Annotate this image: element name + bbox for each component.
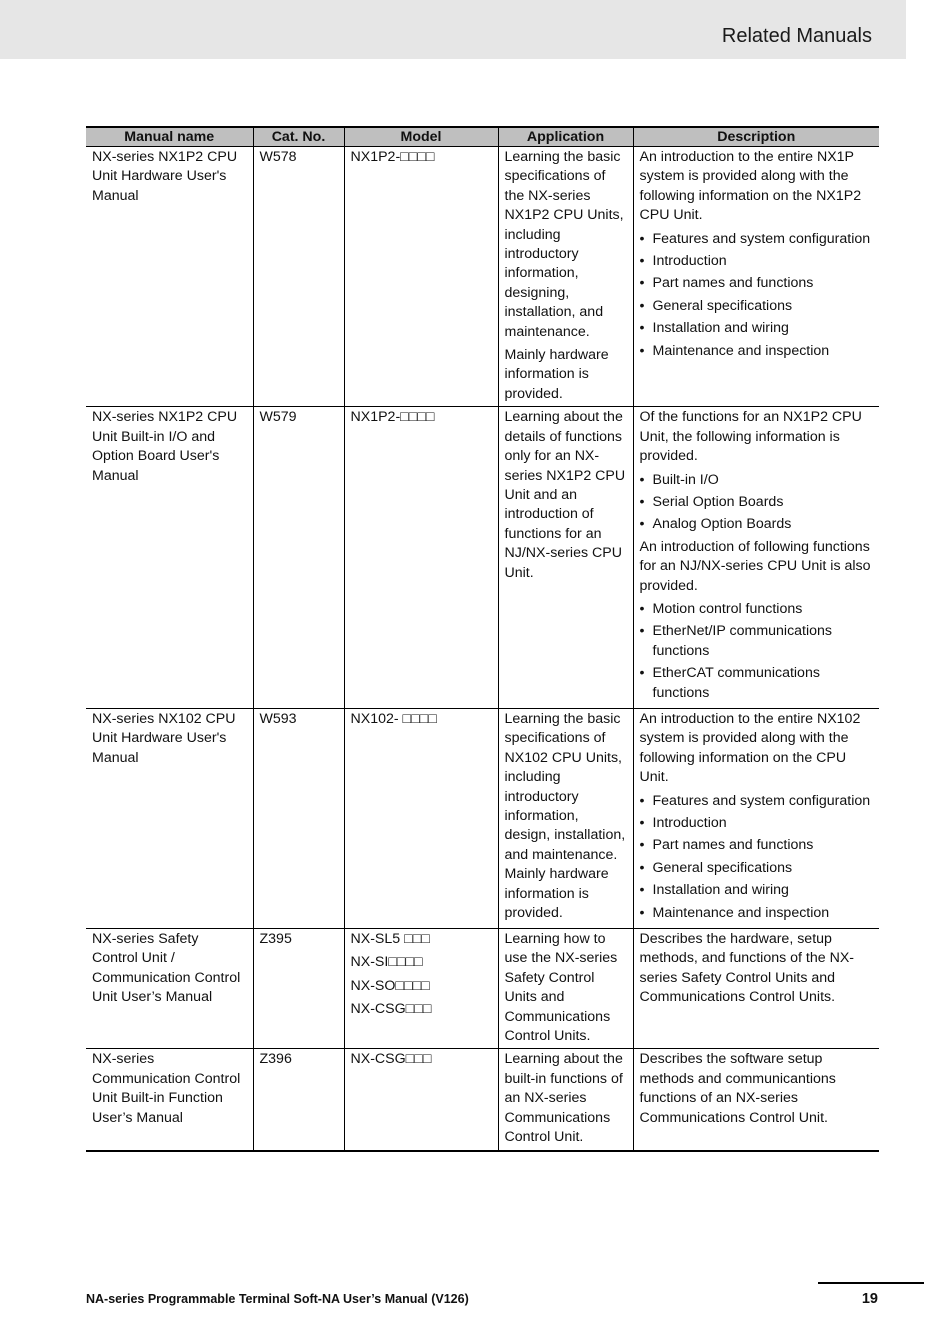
description-bullet: • Part names and functions [640, 836, 875, 855]
application-cell [498, 929, 633, 1049]
description-bullet: • Motion control functions [640, 600, 875, 619]
table-row [86, 708, 879, 928]
description-text: Describes the software setup methods and communicantions functions of an NX-series Communications Control Unit. [639, 1051, 836, 1126]
description-bullet: • Features and system configuration [640, 792, 875, 811]
table-row [86, 929, 879, 1049]
description-cell [633, 708, 879, 928]
cat-no-cell [253, 147, 344, 407]
description-bullet-list [640, 600, 875, 703]
column-header-manual-name: Manual name [86, 127, 253, 147]
application-cell [498, 147, 633, 407]
related-manuals-table [86, 126, 879, 1152]
manual-name-cell [86, 708, 253, 928]
cat-no: W593 [259, 710, 297, 727]
table-body [86, 147, 879, 1151]
cat-no-cell [253, 407, 344, 709]
description-bullet-list [640, 471, 875, 535]
application-cell [498, 1049, 633, 1151]
description-bullet-list [640, 792, 875, 923]
table-row [86, 147, 879, 407]
manual-name: NX-series NX1P2 CPU Unit Hardware User's Manual [92, 149, 238, 204]
model-number: NX-SO□□□□ [350, 977, 430, 994]
footer-manual-title: NA-series Programmable Terminal Soft-NA User’s Manual (V126) [86, 1292, 469, 1306]
manual-name-cell [86, 147, 253, 407]
table-header-row [86, 127, 879, 147]
description-cell [633, 1049, 879, 1151]
description-bullet: • Maintenance and inspection [640, 904, 875, 923]
description-text: An introduction to the entire NX102 system is provided along with the following information on the CPU Unit. [639, 710, 861, 786]
page-header-title: Related Manuals [721, 25, 872, 47]
cat-no: W578 [259, 149, 297, 165]
description-bullet: • EtherNet/IP communications functions [640, 622, 875, 661]
application-text: Learning the basic specifications of the NX-series NX1P2 CPU Units, including introductory information, designing, installation, and maintenance. [504, 149, 624, 340]
cat-no: W579 [259, 409, 297, 426]
model-cell [344, 407, 498, 709]
description-bullet: • Introduction [640, 252, 875, 271]
description-text: An introduction of following functions for an NJ/NX-series CPU Unit is also provided. [639, 538, 871, 594]
description-bullet: • Analog Option Boards [640, 515, 875, 534]
model-cell [344, 708, 498, 928]
description-bullet: • EtherCAT communications functions [640, 664, 875, 703]
page-header-band [0, 0, 906, 59]
table-row [86, 407, 879, 709]
description-cell [633, 407, 879, 709]
model-number: NX1P2-□□□□ [350, 149, 435, 165]
description-cell [633, 929, 879, 1049]
model-cell [344, 1049, 498, 1151]
manual-name: NX-series Communication Control Unit Built-in Function User’s Manual [92, 1051, 241, 1126]
application-text: Mainly hardware information is provided. [504, 347, 609, 402]
description-bullet: • Installation and wiring [640, 881, 875, 900]
manual-name-cell [86, 929, 253, 1049]
description-bullet-list [640, 230, 875, 361]
description-bullet: • Serial Option Boards [640, 493, 875, 512]
model-number: NX102- □□□□ [350, 710, 437, 727]
column-header-model: Model [344, 127, 498, 147]
column-header-cat-no: Cat. No. [253, 127, 344, 147]
manual-name-cell [86, 407, 253, 709]
column-header-description: Description [633, 127, 879, 147]
model-number: NX-CSG□□□ [350, 1001, 432, 1018]
model-number: NX-SI□□□□ [350, 954, 423, 971]
cat-no: Z395 [259, 931, 292, 948]
description-bullet: • Part names and functions [640, 274, 875, 293]
description-bullet: • General specifications [640, 297, 875, 316]
application-text: Learning about the built-in functions of an NX-series Communications Control Unit. [504, 1051, 623, 1146]
description-bullet: • Installation and wiring [640, 319, 875, 338]
cat-no: Z396 [259, 1051, 292, 1068]
description-bullet: • Features and system configuration [640, 230, 875, 249]
application-text: Learning the basic specifications of NX102 CPU Units, including introductory information, design, installation, and maintenance. Mainly hardware information is provided. [504, 710, 626, 922]
cat-no-cell [253, 1049, 344, 1151]
description-bullet: • Maintenance and inspection [640, 342, 875, 361]
description-bullet: • General specifications [640, 859, 875, 878]
model-number: NX-SL5 □□□ [350, 931, 430, 948]
footer-rule [818, 1282, 924, 1284]
description-cell [633, 147, 879, 407]
page-number: 19 [861, 1291, 878, 1307]
column-header-application: Application [498, 127, 633, 147]
model-number: NX-CSG□□□ [350, 1051, 432, 1068]
manual-name: NX-series Safety Control Unit / Communication Control Unit User’s Manual [92, 931, 241, 1006]
manual-name: NX-series NX102 CPU Unit Hardware User's Manual [92, 710, 236, 766]
description-text: Of the functions for an NX1P2 CPU Unit, the following information is provided. [639, 409, 862, 465]
description-text: An introduction to the entire NX1P system is provided along with the following information on the NX1P2 CPU Unit. [639, 149, 862, 224]
description-bullet: • Introduction [640, 814, 875, 833]
manual-name-cell [86, 1049, 253, 1151]
table-row [86, 1049, 879, 1151]
model-cell [344, 929, 498, 1049]
application-cell [498, 708, 633, 928]
model-cell [344, 147, 498, 407]
application-cell [498, 407, 633, 709]
cat-no-cell [253, 929, 344, 1049]
model-number: NX1P2-□□□□ [350, 409, 435, 426]
description-bullet: • Built-in I/O [640, 471, 875, 490]
cat-no-cell [253, 708, 344, 928]
application-text: Learning how to use the NX-series Safety Control Units and Communications Control Units. [504, 931, 618, 1045]
description-text: Describes the hardware, setup methods, and functions of the NX-series Safety Control Units and Communications Control Units. [639, 931, 855, 1006]
application-text: Learning about the details of functions only for an NX-series NX1P2 CPU Unit and an introduction of functions for an NJ/NX-series CPU Unit. [504, 409, 626, 581]
manual-name: NX-series NX1P2 CPU Unit Built-in I/O and Option Board User's Manual [92, 409, 238, 484]
